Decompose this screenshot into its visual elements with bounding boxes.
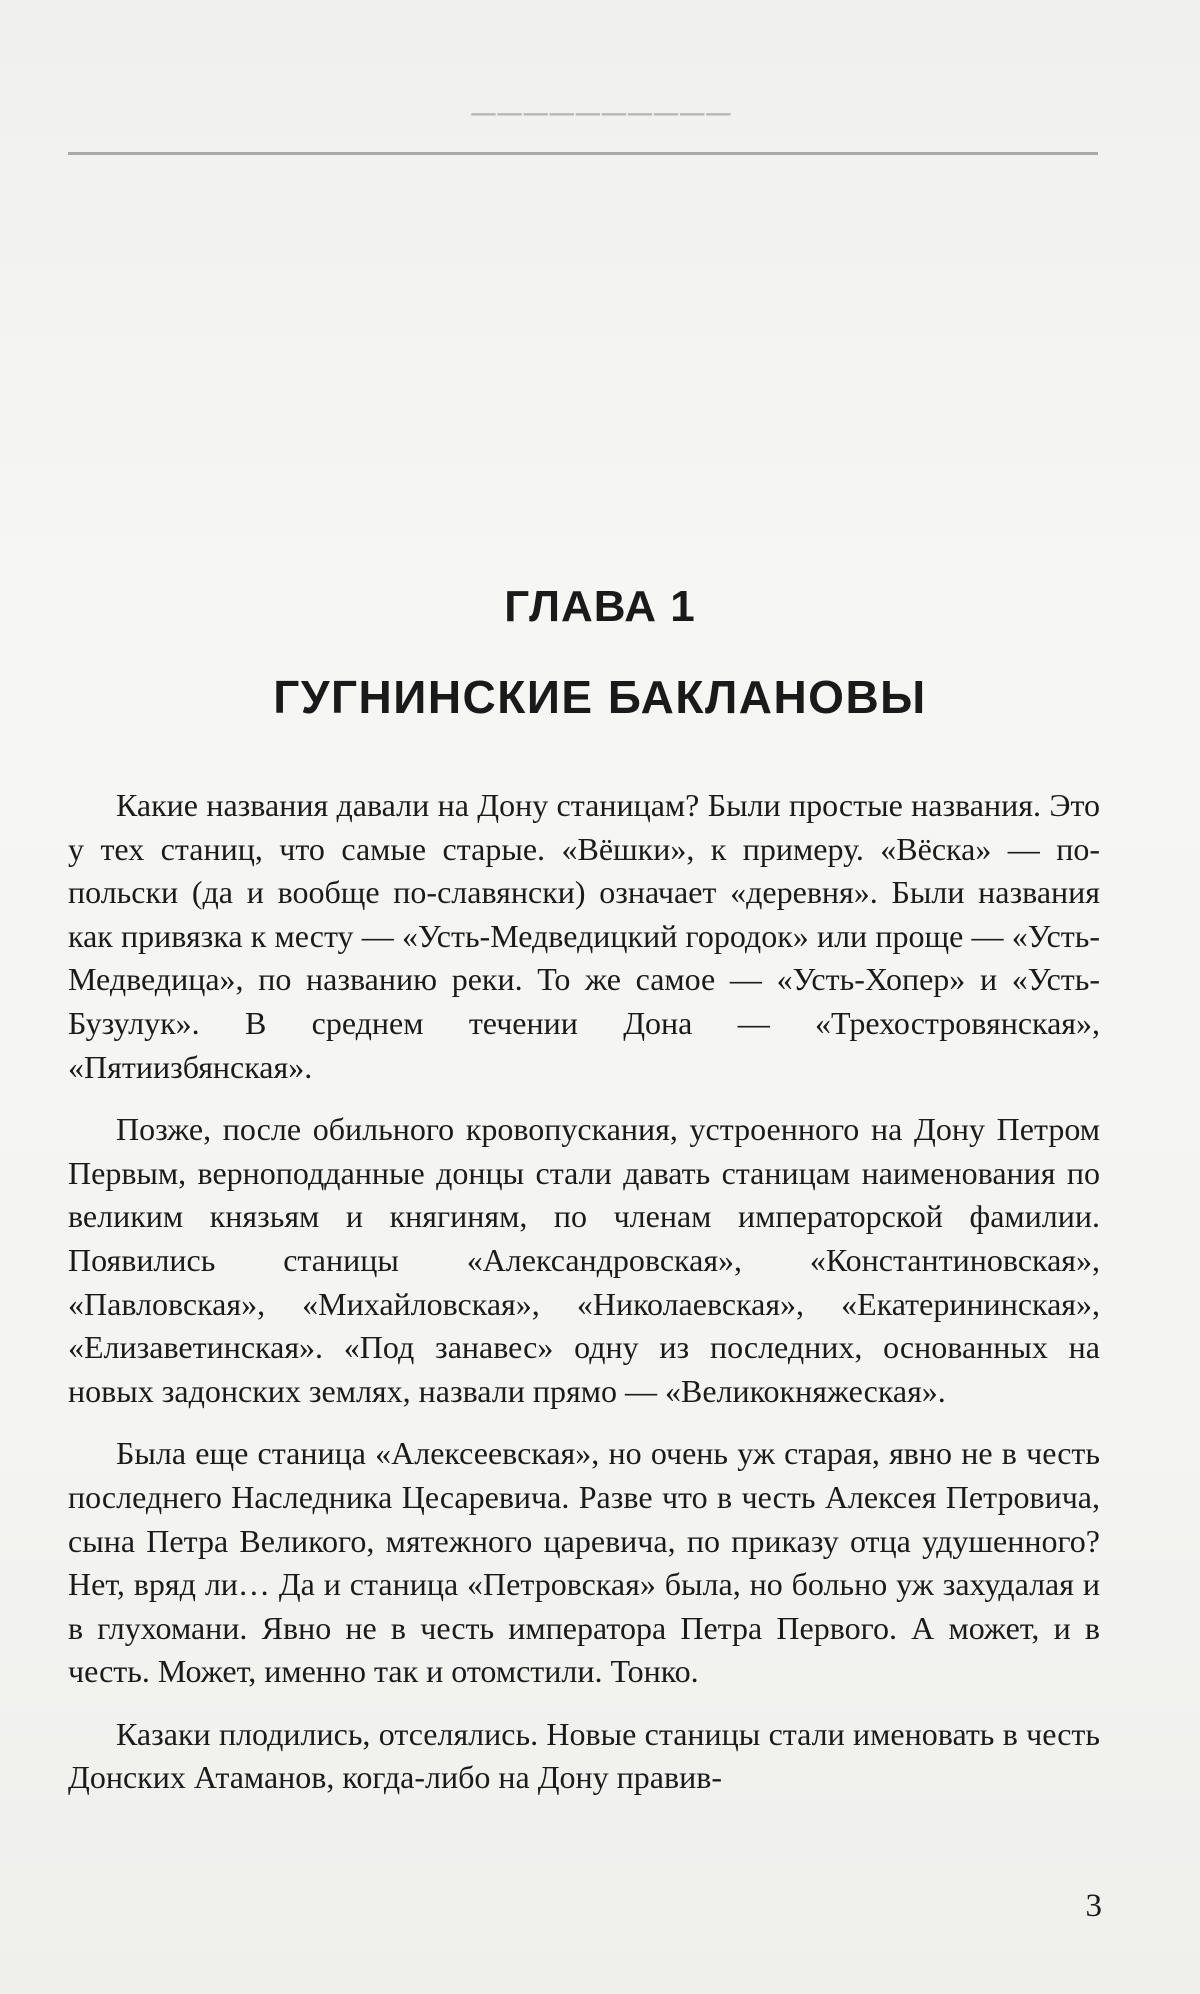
page-number: 3 [1085, 1888, 1102, 1924]
header-rule [68, 152, 1098, 155]
show-through-text [60, 190, 1100, 228]
chapter-title: ГУГНИНСКИЕ БАКЛАНОВЫ [273, 671, 927, 723]
paragraph: Позже, после обильного кровопускания, устроенного на Дону Петром Первым, верноподданные донцы стали давать станицам наименования по великим князьям и княгиням, по членам императорской фамилии. Появились станицы «Александровская», «Константиновская», «Павловская», «Михайловская», «Николаевская», «Екатерининская», «Елизаветинская». «Под занавес» одну из последних, основанных на новых задонских землях, назвали прямо — «Великокняжеская». [68, 1111, 1100, 1409]
chapter-number: ГЛАВА 1 [504, 582, 696, 631]
show-through-header: ────────── [469, 96, 731, 133]
paragraph: Какие названия давали на Дону станицам? Были простые названия. Это у тех станиц, что самые старые. «Вёшки», к примеру. «Вёска» — по-польски (да и вообще по-славянски) означает «деревня». Были названия как привязка к месту — «Усть-Медведицкий городок» или проще — «Усть-Медведица», по названию реки. То же самое — «Усть-Хопер» и «Усть-Бузулук». В среднем течении Дона — «Трехостровянская», «Пятиизбянская». [68, 787, 1100, 1085]
chapter-body [68, 784, 1100, 1819]
paragraph: Была еще станица «Алексеевская», но очень уж старая, явно не в честь последнего Наследника Цесаревича. Разве что в честь Алексея Петровича, сына Петра Великого, мятежного царевича, по приказу отца удушенного? Нет, вряд ли… Да и станица «Петровская» была, но больно уж захудалая и в глухомани. Явно не в честь императора Петра Первого. А может, и в честь. Может, именно так и отомстили. Тонко. [68, 1435, 1100, 1690]
paragraph: Казаки плодились, отселялись. Новые станицы стали именовать в честь Донских Атаманов, когда-либо на Дону правив- [68, 1715, 1100, 1796]
